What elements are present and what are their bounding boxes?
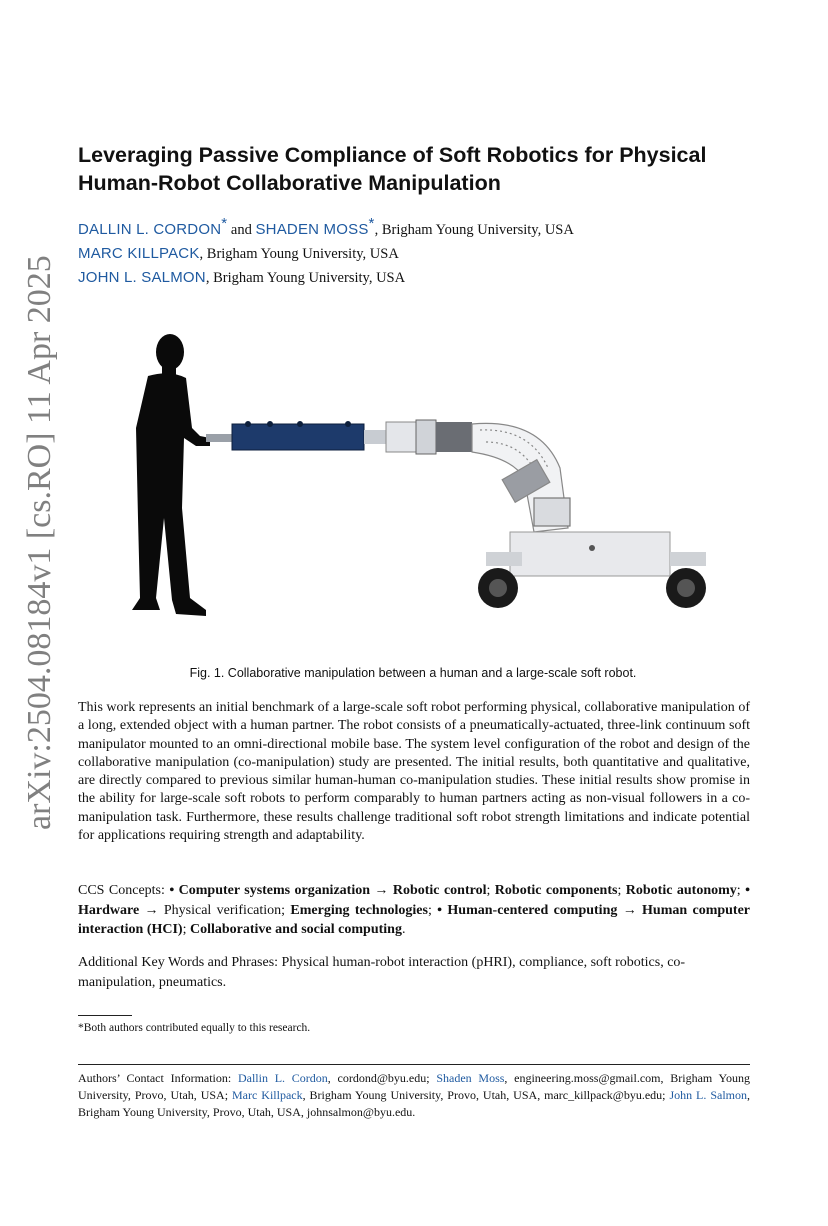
author-line-3 xyxy=(78,266,778,290)
footnote: *Both authors contributed equally to this research. xyxy=(78,1022,311,1034)
contact-divider xyxy=(78,1064,750,1065)
ccs-separator: ; xyxy=(736,883,746,898)
ccs-separator: ; xyxy=(617,883,626,898)
ccs-label: CCS Concepts: xyxy=(78,883,170,898)
contact-text: , Brigham Young University, Provo, Utah, USA, marc_killpack@byu.edu; xyxy=(302,1088,670,1102)
paper-title xyxy=(78,141,768,197)
ccs-arrow: → xyxy=(370,883,393,898)
ccs-separator: ; xyxy=(182,922,190,937)
author-line-2 xyxy=(78,242,778,266)
ccs-separator: ; xyxy=(427,902,438,918)
author-name-salmon[interactable]: JOHN L. SALMON xyxy=(78,268,206,286)
contact-text: , engineering.moss@gmail.com, Brigham Young University, Provo, Utah, USA; xyxy=(78,1071,750,1102)
ccs-arrow: → xyxy=(139,902,164,918)
ccs-term: Collaborative and social computing xyxy=(189,922,402,937)
abstract-paragraph: This work represents an initial benchmark of a large-scale soft robot performing physical, collaborative manipulation of a long, extended object with a human partner. The robot consists of a pneumatically-actuated, three-link continuum soft manipulator mounted to an omni-directional mobile base. The system level configuration of the robot and design of the collaborative manipulation (co-manipulation) study are presented. The initial results, both quantitative and qualitative, are directly compared to previous similar human-human co-manipulation studies. These initial results show promise in the ability for large-scale soft robots to perform comparably to human partners acting as non-visual followers in a co-manipulation task. Furthermore, these results challenge traditional soft robot strength limitations and indicate potential for applications requiring strength and adaptability. xyxy=(78,700,750,844)
title-line-1: Leveraging Passive Compliance of Soft Robotics for Physical xyxy=(78,143,707,167)
human-silhouette xyxy=(132,334,210,616)
title-line-2: Human-Robot Collaborative Manipulation xyxy=(78,171,501,195)
author-affiliation: , Brigham Young University, USA xyxy=(199,245,399,262)
author-name-killpack[interactable]: MARC KILLPACK xyxy=(78,244,200,262)
ccs-separator: ; xyxy=(281,902,291,918)
ccs-term: Emerging technologies xyxy=(290,902,428,918)
equal-contribution-mark: * xyxy=(368,215,375,232)
ccs-term: Robotic autonomy xyxy=(625,883,737,898)
carried-object xyxy=(206,420,472,454)
ccs-term: • Human-centered computing xyxy=(437,902,618,918)
author-name-moss[interactable]: SHADEN MOSS xyxy=(255,220,369,238)
ccs-end: . xyxy=(401,922,406,937)
author-line-1 xyxy=(78,212,778,242)
author-conjunction: and xyxy=(227,221,256,238)
ccs-term: Physical verification xyxy=(163,902,282,918)
figure-caption: Fig. 1. Collaborative manipulation between a human and a large-scale soft robot. xyxy=(189,666,637,680)
ccs-term: Human computer interaction (HCI) xyxy=(78,902,751,937)
ccs-term: Robotic control xyxy=(392,883,487,898)
figure-human-robot-illustration xyxy=(110,318,710,618)
contact-link-killpack[interactable]: Marc Killpack xyxy=(232,1088,303,1102)
contact-link-salmon[interactable]: John L. Salmon xyxy=(669,1088,748,1102)
ccs-arrow: → xyxy=(617,902,643,918)
author-affiliation: , Brigham Young University, USA xyxy=(205,269,406,286)
contact-text: , Brigham Young University, Provo, Utah, USA, johnsalmon@byu.edu. xyxy=(78,1088,751,1119)
contact-text: , cordond@byu.edu; xyxy=(327,1071,437,1085)
ccs-concepts xyxy=(78,881,750,940)
contact-link-moss[interactable]: Shaden Moss xyxy=(436,1071,505,1085)
author-list xyxy=(78,212,778,290)
author-name-cordon[interactable]: DALLIN L. CORDON xyxy=(78,220,222,238)
ccs-term: • Hardware xyxy=(78,883,751,918)
footnote-divider xyxy=(78,1015,132,1016)
mobile-base xyxy=(478,532,706,608)
equal-contribution-mark: * xyxy=(221,215,228,232)
ccs-separator: ; xyxy=(486,883,495,898)
arxiv-identifier: arXiv:2504.08184v1 [cs.RO] 11 Apr 2025 xyxy=(21,255,58,830)
contact-link-cordon[interactable]: Dallin L. Cordon xyxy=(237,1071,328,1085)
ccs-term: • Computer systems organization xyxy=(169,883,370,898)
contact-label: Authors’ Contact Information: xyxy=(78,1071,238,1085)
ccs-term: Robotic components xyxy=(494,883,618,898)
author-affiliation: , Brigham Young University, USA xyxy=(374,221,574,238)
keywords-paragraph: Additional Key Words and Phrases: Physical human-robot interaction (pHRI), compliance, soft robotics, co-manipulation, pneumatics. xyxy=(78,955,686,990)
author-contact-info xyxy=(78,1070,750,1121)
soft-manipulator-arm xyxy=(472,423,570,532)
